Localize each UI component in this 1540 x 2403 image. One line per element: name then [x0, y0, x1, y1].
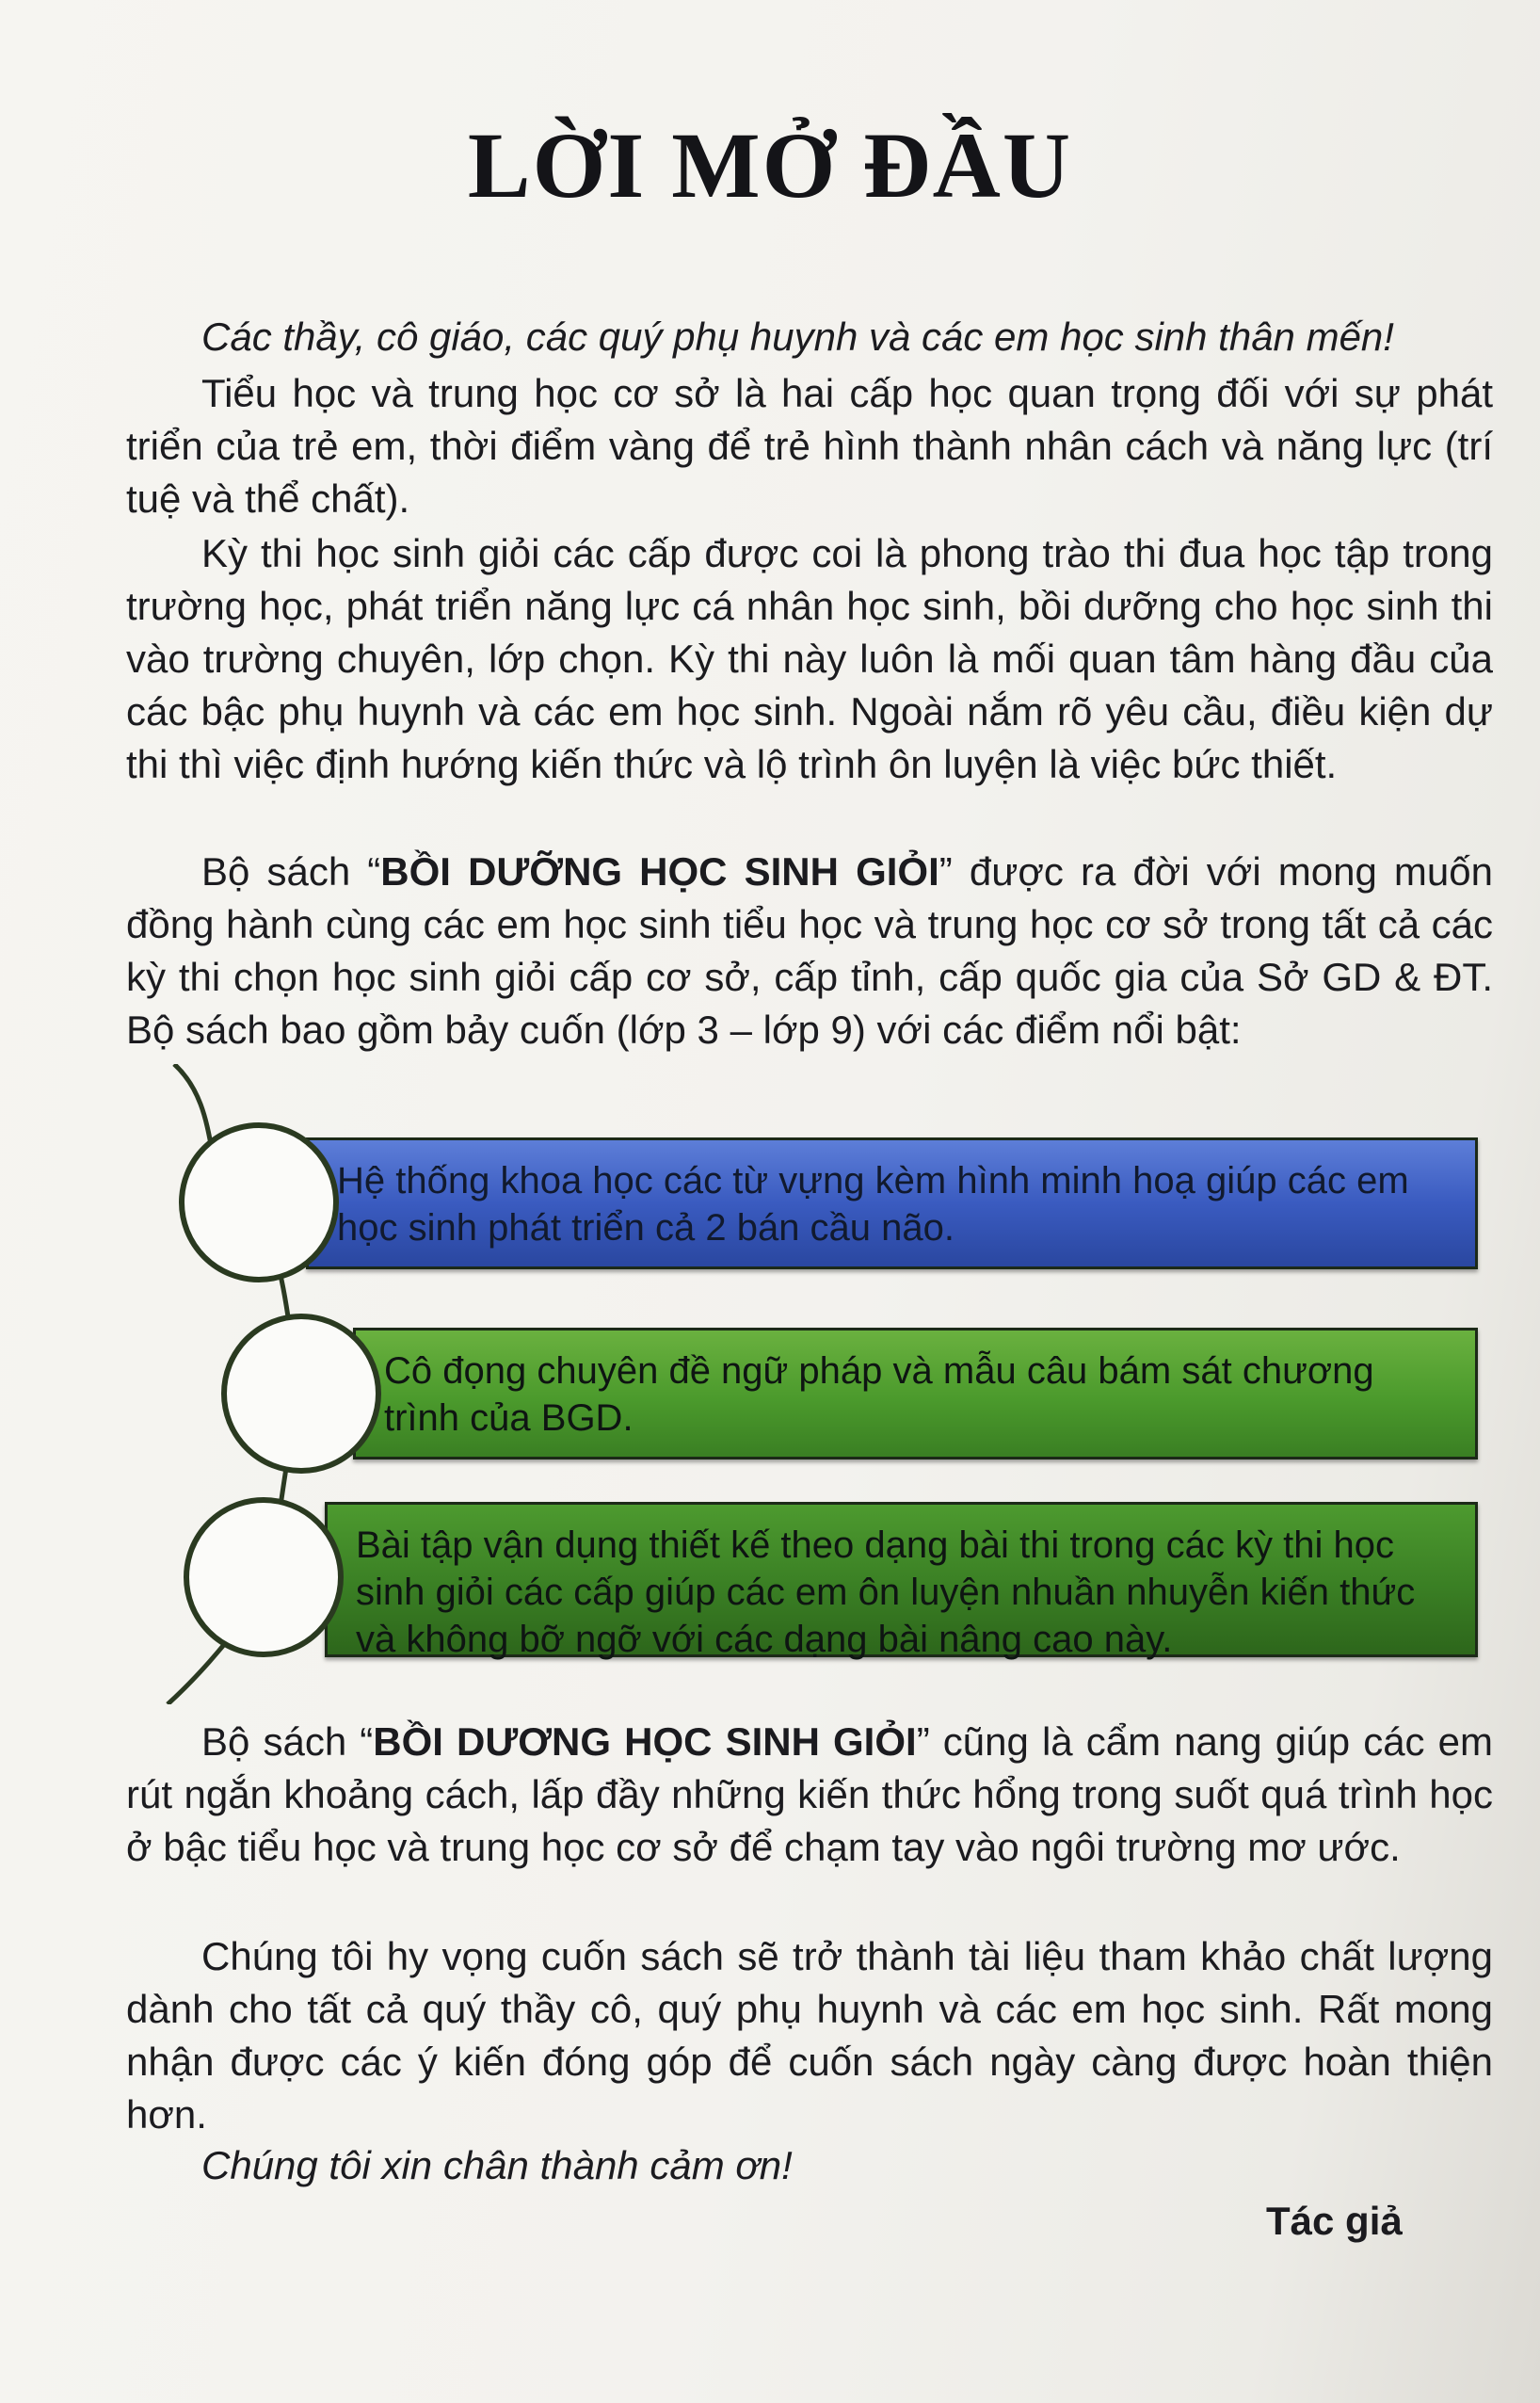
page-title: LỜI MỞ ĐẦU [467, 113, 1073, 218]
paragraph-book-series [126, 846, 1493, 1056]
feature-bullet-circle [221, 1314, 381, 1474]
paragraph-handbook [126, 1716, 1493, 1874]
feature-item-1 [306, 1137, 1478, 1269]
feature-text: Bài tập vận dụng thiết kế theo dạng bài thi trong các kỳ thi học sinh giỏi các cấp giúp các em ôn luyện nhuần nhuyễn kiến thức và không bỡ ngỡ với các dạng bài nâng cao này. [356, 1524, 1416, 1660]
greeting: Các thầy, cô giáo, các quý phụ huynh và các em học sinh thân mến! [201, 314, 1394, 359]
feature-text: Hệ thống khoa học các từ vựng kèm hình minh hoạ giúp các em học sinh phát triển cả 2 bán cầu não. [337, 1160, 1409, 1249]
feature-item-2 [353, 1328, 1478, 1460]
feature-bullet-circle [184, 1497, 344, 1657]
paragraph-hope: Chúng tôi hy vọng cuốn sách sẽ trở thành tài liệu tham khảo chất lượng dành cho tất cả quý thầy cô, quý phụ huynh và các em học sinh. Rất mong nhận được các ý kiến đóng góp để cuốn sách ngày càng được hoàn thiện hơn. [126, 1934, 1493, 2137]
text-segment: Bộ sách “ [201, 849, 381, 894]
text-segment: Bộ sách “ [201, 1719, 374, 1764]
paragraph-exam: Kỳ thi học sinh giỏi các cấp được coi là phong trào thi đua học tập trong trường học, phát triển năng lực cá nhân học sinh, bồi dưỡng cho học sinh thi vào trường chuyên, lớp chọn. Kỳ thi này luôn là mối quan tâm hàng đầu của các bậc phụ huynh và các em học sinh. Ngoài nắm rõ yêu cầu, điều kiện dự thi thì việc định hướng kiến thức và lộ trình ôn luyện là việc bức thiết. [126, 531, 1493, 786]
paragraph-intro: Tiểu học và trung học cơ sở là hai cấp học quan trọng đối với sự phát triển của trẻ em, thời điểm vàng để trẻ hình thành nhân cách và năng lực (trí tuệ và thể chất). [126, 371, 1493, 521]
feature-item-3 [325, 1502, 1478, 1660]
text-segment: ” cũng là cẩm nang giúp các em rút ngắn khoảng cách, lấp đầy những kiến thức hổng trong suốt quá trình học ở bậc tiểu học và trung học cơ sở để chạm tay vào ngôi trường mơ ước. [126, 1719, 1493, 1869]
feature-text: Cô đọng chuyên đề ngữ pháp và mẫu câu bám sát chương trình của BGD. [384, 1350, 1374, 1439]
author-signature: Tác giả [1266, 2199, 1403, 2243]
text-segment: ” được ra đời với mong muốn đồng hành cùng các em học sinh tiểu học và trung học cơ sở trong tất cả các kỳ thi chọn học sinh giỏi cấp cơ sở, cấp tỉnh, cấp quốc gia của Sở GD & ĐT. Bộ sách bao gồm bảy cuốn (lớp 3 – lớp 9) với các điểm nổi bật: [126, 849, 1493, 1052]
book-series-name: BỒI DƯƠNG HỌC SINH GIỎI [373, 1719, 917, 1764]
book-series-name: BỒI DƯỠNG HỌC SINH GIỎI [380, 849, 939, 894]
feature-list [141, 1064, 1478, 1704]
feature-bullet-circle [179, 1122, 339, 1282]
closing-thanks: Chúng tôi xin chân thành cảm ơn! [201, 2143, 793, 2187]
